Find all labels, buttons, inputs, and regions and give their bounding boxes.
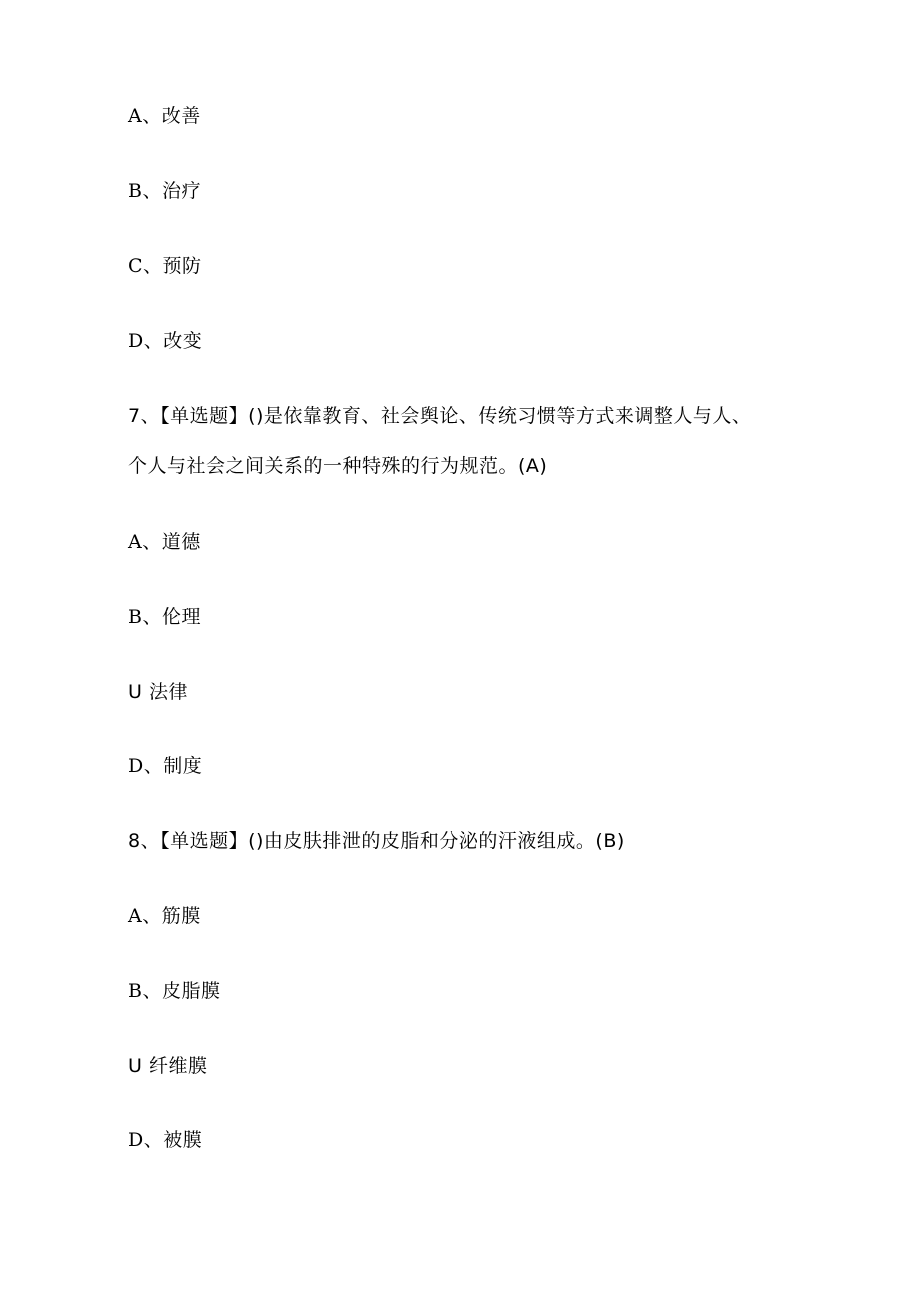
option-text: 制度	[163, 755, 203, 777]
q8-option-c	[128, 1053, 207, 1079]
q6-option-a	[128, 103, 201, 129]
q6-option-d	[128, 328, 202, 354]
option-text: 纤维膜	[148, 1055, 208, 1077]
q8-option-a	[128, 903, 201, 929]
option-text: 筋膜	[161, 905, 201, 927]
q8-option-d	[128, 1127, 202, 1153]
option-key: B、	[128, 980, 162, 1002]
q8-question-line1: 8、【单选题】()由皮肤排泄的皮脂和分泌的汗液组成。(B)	[128, 830, 625, 852]
option-key: U	[128, 681, 149, 703]
option-text: 预防	[162, 255, 202, 277]
option-key: D、	[128, 330, 164, 352]
option-text: 治疗	[161, 180, 201, 202]
option-key: D、	[128, 1129, 164, 1151]
q7-question-line2: 个人与社会之间关系的一种特殊的行为规范。(A)	[128, 455, 548, 477]
option-text: 改变	[163, 330, 203, 352]
option-text: 道德	[161, 531, 201, 553]
option-text: 被膜	[163, 1129, 203, 1151]
option-key: D、	[128, 755, 164, 777]
q7-option-b	[128, 604, 201, 630]
option-key: A、	[128, 531, 162, 553]
option-text: 法律	[148, 681, 188, 703]
option-key: U	[128, 1055, 149, 1077]
option-text: 改善	[161, 105, 201, 127]
option-key: A、	[128, 905, 162, 927]
q8-option-b	[128, 978, 220, 1004]
option-text: 皮脂膜	[161, 980, 221, 1002]
option-key: B、	[128, 180, 162, 202]
option-key: C、	[128, 255, 163, 277]
option-text: 伦理	[161, 606, 201, 628]
option-key: B、	[128, 606, 162, 628]
q7-option-a	[128, 529, 201, 555]
q7-option-c	[128, 679, 188, 705]
option-key: A、	[128, 105, 162, 127]
q7-option-d	[128, 753, 202, 779]
q7-question-line1: 7、【单选题】()是依靠教育、社会舆论、传统习惯等方式来调整人与人、	[128, 405, 752, 427]
q6-option-c	[128, 253, 202, 279]
q6-option-b	[128, 178, 201, 204]
